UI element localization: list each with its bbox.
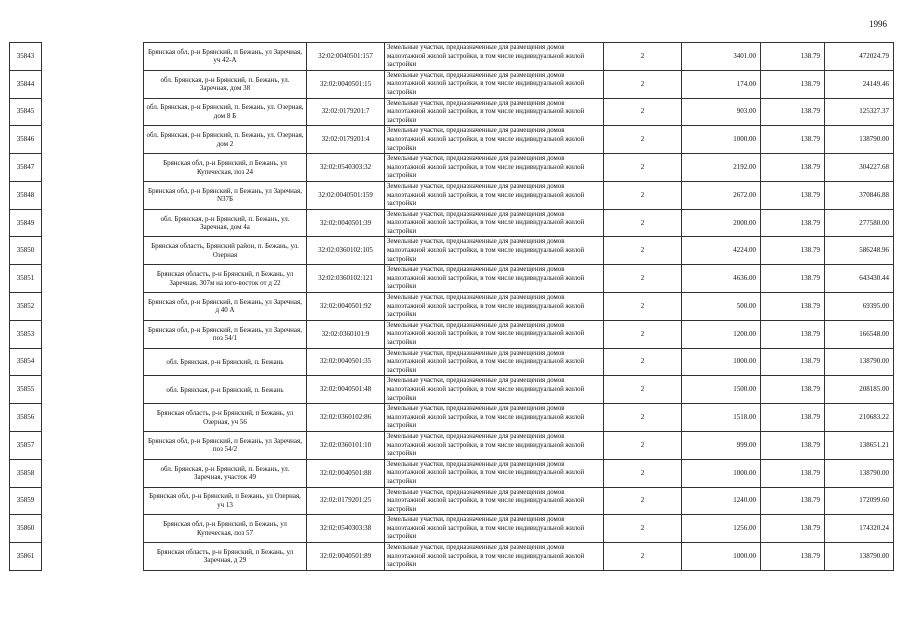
row-id-cell: 35860 <box>10 515 42 543</box>
row-id-cell: 35846 <box>10 126 42 154</box>
table-row <box>10 237 894 265</box>
table-row <box>10 404 894 432</box>
table-row <box>10 154 894 182</box>
gap-cell <box>42 237 144 265</box>
gap-cell <box>42 181 144 209</box>
cadastral-number-cell: 32:02:0040501:35 <box>307 348 385 376</box>
area-cell: 1256.00 <box>682 515 761 543</box>
gap-cell <box>42 265 144 293</box>
gap-cell <box>42 98 144 126</box>
table-row <box>10 43 894 71</box>
area-cell: 1000.00 <box>682 348 761 376</box>
land-use-cell: Земельные участки, предназначенные для размещения домов малоэтажной жилой застройки, в том числе индивидуальной жилой застройки <box>385 209 604 237</box>
cadastral-value-cell: 138790.00 <box>825 459 894 487</box>
land-use-cell: Земельные участки, предназначенные для размещения домов малоэтажной жилой застройки, в том числе индивидуальной жилой застройки <box>385 431 604 459</box>
group-cell: 2 <box>604 181 682 209</box>
cadastral-value-cell: 138790.00 <box>825 543 894 571</box>
cadastral-value-cell: 208185.00 <box>825 376 894 404</box>
row-id-cell: 35856 <box>10 404 42 432</box>
rate-cell: 138.79 <box>761 376 825 404</box>
cadastral-number-cell: 32:02:0540303:32 <box>307 154 385 182</box>
cadastral-number-cell: 32:02:0360101:10 <box>307 431 385 459</box>
table-row <box>10 459 894 487</box>
group-cell: 2 <box>604 515 682 543</box>
area-cell: 1000.00 <box>682 543 761 571</box>
area-cell: 4224.00 <box>682 237 761 265</box>
group-cell: 2 <box>604 265 682 293</box>
cadastral-number-cell: 32:02:0040501:48 <box>307 376 385 404</box>
land-use-cell: Земельные участки, предназначенные для размещения домов малоэтажной жилой застройки, в том числе индивидуальной жилой застройки <box>385 404 604 432</box>
cadastral-value-cell: 138790.00 <box>825 126 894 154</box>
group-cell: 2 <box>604 543 682 571</box>
cadastral-number-cell: 32:02:0540303:38 <box>307 515 385 543</box>
group-cell: 2 <box>604 320 682 348</box>
cadastral-number-cell: 32:02:0040501:92 <box>307 293 385 321</box>
address-cell: Брянская обл, р-н Брянский, п Бежань, ул Заречная, поз 54/2 <box>144 431 307 459</box>
area-cell: 999.00 <box>682 431 761 459</box>
area-cell: 1500.00 <box>682 376 761 404</box>
land-use-cell: Земельные участки, предназначенные для размещения домов малоэтажной жилой застройки, в том числе индивидуальной жилой застройки <box>385 126 604 154</box>
cadastral-value-cell: 166548.00 <box>825 320 894 348</box>
row-id-cell: 35855 <box>10 376 42 404</box>
rate-cell: 138.79 <box>761 98 825 126</box>
address-cell: Брянская обл, р-н Брянский, п Бежань, ул Заречная, уч 42-А <box>144 43 307 71</box>
gap-cell <box>42 487 144 515</box>
cadastral-table <box>9 42 894 571</box>
group-cell: 2 <box>604 43 682 71</box>
area-cell: 1518.00 <box>682 404 761 432</box>
cadastral-number-cell: 32:02:0360102:105 <box>307 237 385 265</box>
land-use-cell: Земельные участки, предназначенные для размещения домов малоэтажной жилой застройки, в том числе индивидуальной жилой застройки <box>385 487 604 515</box>
group-cell: 2 <box>604 209 682 237</box>
row-id-cell: 35857 <box>10 431 42 459</box>
rate-cell: 138.79 <box>761 181 825 209</box>
cadastral-value-cell: 586248.96 <box>825 237 894 265</box>
rate-cell: 138.79 <box>761 404 825 432</box>
cadastral-value-cell: 125327.37 <box>825 98 894 126</box>
area-cell: 3401.00 <box>682 43 761 71</box>
land-use-cell: Земельные участки, предназначенные для размещения домов малоэтажной жилой застройки, в том числе индивидуальной жилой застройки <box>385 515 604 543</box>
row-id-cell: 35851 <box>10 265 42 293</box>
address-cell: Брянская область, Брянский район, п. Бежань, ул. Озерная <box>144 237 307 265</box>
land-use-cell: Земельные участки, предназначенные для размещения домов малоэтажной жилой застройки, в том числе индивидуальной жилой застройки <box>385 348 604 376</box>
address-cell: Брянская обл, р-н Брянский, п Бежань, ул Заречная, N37Б <box>144 181 307 209</box>
cadastral-value-cell: 277580.00 <box>825 209 894 237</box>
address-cell: Брянская обл, р-н Брянский, п Бежань, ул Заречная, поз 54/1 <box>144 320 307 348</box>
group-cell: 2 <box>604 431 682 459</box>
table-row <box>10 487 894 515</box>
rate-cell: 138.79 <box>761 154 825 182</box>
area-cell: 1000.00 <box>682 459 761 487</box>
gap-cell <box>42 459 144 487</box>
land-use-cell: Земельные участки, предназначенные для размещения домов малоэтажной жилой застройки, в том числе индивидуальной жилой застройки <box>385 320 604 348</box>
table-row <box>10 431 894 459</box>
address-cell: обл. Брянская, р-н Брянский, п. Бежань <box>144 348 307 376</box>
row-id-cell: 35844 <box>10 70 42 98</box>
cadastral-value-cell: 138790.00 <box>825 348 894 376</box>
row-id-cell: 35847 <box>10 154 42 182</box>
cadastral-value-cell: 472024.79 <box>825 43 894 71</box>
cadastral-value-cell: 172099.60 <box>825 487 894 515</box>
land-use-cell: Земельные участки, предназначенные для размещения домов малоэтажной жилой застройки, в том числе индивидуальной жилой застройки <box>385 265 604 293</box>
gap-cell <box>42 320 144 348</box>
cadastral-number-cell: 32:02:0179201:25 <box>307 487 385 515</box>
rate-cell: 138.79 <box>761 43 825 71</box>
cadastral-value-cell: 210683.22 <box>825 404 894 432</box>
row-id-cell: 35861 <box>10 543 42 571</box>
rate-cell: 138.79 <box>761 320 825 348</box>
address-cell: Брянская обл, р-н Брянский, п Бежань, ул Заречная, д 40 А <box>144 293 307 321</box>
gap-cell <box>42 126 144 154</box>
cadastral-table-container <box>9 42 894 571</box>
rate-cell: 138.79 <box>761 431 825 459</box>
cadastral-number-cell: 32:02:0040501:88 <box>307 459 385 487</box>
cadastral-number-cell: 32:02:0360101:9 <box>307 320 385 348</box>
group-cell: 2 <box>604 348 682 376</box>
land-use-cell: Земельные участки, предназначенные для размещения домов малоэтажной жилой застройки, в том числе индивидуальной жилой застройки <box>385 154 604 182</box>
gap-cell <box>42 431 144 459</box>
table-row <box>10 293 894 321</box>
land-use-cell: Земельные участки, предназначенные для размещения домов малоэтажной жилой застройки, в том числе индивидуальной жилой застройки <box>385 181 604 209</box>
cadastral-number-cell: 32:02:0040501:15 <box>307 70 385 98</box>
land-use-cell: Земельные участки, предназначенные для размещения домов малоэтажной жилой застройки, в том числе индивидуальной жилой застройки <box>385 376 604 404</box>
page-number: 1996 <box>869 19 887 29</box>
rate-cell: 138.79 <box>761 348 825 376</box>
area-cell: 2000.00 <box>682 209 761 237</box>
address-cell: обл. Брянская, р-н Брянский, п. Бежань, ул. Заречная, дом 4а <box>144 209 307 237</box>
gap-cell <box>42 43 144 71</box>
area-cell: 1000.00 <box>682 126 761 154</box>
land-use-cell: Земельные участки, предназначенные для размещения домов малоэтажной жилой застройки, в том числе индивидуальной жилой застройки <box>385 98 604 126</box>
cadastral-value-cell: 304227.68 <box>825 154 894 182</box>
row-id-cell: 35853 <box>10 320 42 348</box>
row-id-cell: 35845 <box>10 98 42 126</box>
cadastral-value-cell: 643430.44 <box>825 265 894 293</box>
cadastral-number-cell: 32:02:0360102:86 <box>307 404 385 432</box>
area-cell: 500.00 <box>682 293 761 321</box>
rate-cell: 138.79 <box>761 126 825 154</box>
table-row <box>10 265 894 293</box>
group-cell: 2 <box>604 459 682 487</box>
gap-cell <box>42 348 144 376</box>
row-id-cell: 35849 <box>10 209 42 237</box>
cadastral-number-cell: 32:02:0179201:4 <box>307 126 385 154</box>
group-cell: 2 <box>604 376 682 404</box>
address-cell: обл. Брянская, р-н Брянский, п. Бежань, ул. Заречная, участок 49 <box>144 459 307 487</box>
land-use-cell: Земельные участки, предназначенные для размещения домов малоэтажной жилой застройки, в том числе индивидуальной жилой застройки <box>385 43 604 71</box>
table-row <box>10 543 894 571</box>
gap-cell <box>42 543 144 571</box>
rate-cell: 138.79 <box>761 515 825 543</box>
table-row <box>10 348 894 376</box>
gap-cell <box>42 515 144 543</box>
address-cell: обл. Брянская, р-н Брянский, п. Бежань, ул. Озерная, дом 2 <box>144 126 307 154</box>
address-cell: Брянская обл, р-н Брянский, п Бежань, ул Озерная, уч 13 <box>144 487 307 515</box>
gap-cell <box>42 293 144 321</box>
group-cell: 2 <box>604 404 682 432</box>
cadastral-value-cell: 138651.21 <box>825 431 894 459</box>
area-cell: 4636.00 <box>682 265 761 293</box>
rate-cell: 138.79 <box>761 265 825 293</box>
address-cell: Брянская область, р-н Брянский, п Бежань, ул Заречная, 307м на юго-восток от д 22 <box>144 265 307 293</box>
gap-cell <box>42 70 144 98</box>
rate-cell: 138.79 <box>761 70 825 98</box>
land-use-cell: Земельные участки, предназначенные для размещения домов малоэтажной жилой застройки, в том числе индивидуальной жилой застройки <box>385 543 604 571</box>
area-cell: 1200.00 <box>682 320 761 348</box>
row-id-cell: 35843 <box>10 43 42 71</box>
rate-cell: 138.79 <box>761 237 825 265</box>
cadastral-value-cell: 174320.24 <box>825 515 894 543</box>
land-use-cell: Земельные участки, предназначенные для размещения домов малоэтажной жилой застройки, в том числе индивидуальной жилой застройки <box>385 237 604 265</box>
address-cell: обл. Брянская, р-н Брянский, п. Бежань, ул. Заречная, дом 38 <box>144 70 307 98</box>
row-id-cell: 35854 <box>10 348 42 376</box>
land-use-cell: Земельные участки, предназначенные для размещения домов малоэтажной жилой застройки, в том числе индивидуальной жилой застройки <box>385 459 604 487</box>
cadastral-value-cell: 370846.88 <box>825 181 894 209</box>
area-cell: 174.00 <box>682 70 761 98</box>
rate-cell: 138.79 <box>761 459 825 487</box>
group-cell: 2 <box>604 293 682 321</box>
rate-cell: 138.79 <box>761 543 825 571</box>
table-row <box>10 209 894 237</box>
cadastral-number-cell: 32:02:0040501:157 <box>307 43 385 71</box>
table-row <box>10 320 894 348</box>
area-cell: 903.00 <box>682 98 761 126</box>
group-cell: 2 <box>604 98 682 126</box>
table-body <box>10 43 894 571</box>
land-use-cell: Земельные участки, предназначенные для размещения домов малоэтажной жилой застройки, в том числе индивидуальной жилой застройки <box>385 293 604 321</box>
gap-cell <box>42 376 144 404</box>
cadastral-value-cell: 69395.00 <box>825 293 894 321</box>
row-id-cell: 35858 <box>10 459 42 487</box>
area-cell: 2672.00 <box>682 181 761 209</box>
group-cell: 2 <box>604 237 682 265</box>
area-cell: 2192.00 <box>682 154 761 182</box>
table-row <box>10 98 894 126</box>
table-row <box>10 376 894 404</box>
row-id-cell: 35848 <box>10 181 42 209</box>
rate-cell: 138.79 <box>761 487 825 515</box>
cadastral-number-cell: 32:02:0040501:89 <box>307 543 385 571</box>
address-cell: обл. Брянская, р-н Брянский, п. Бежань, ул. Озерная, дом 8 Б <box>144 98 307 126</box>
group-cell: 2 <box>604 70 682 98</box>
row-id-cell: 35852 <box>10 293 42 321</box>
table-row <box>10 181 894 209</box>
group-cell: 2 <box>604 126 682 154</box>
table-row <box>10 515 894 543</box>
cadastral-number-cell: 32:02:0360102:121 <box>307 265 385 293</box>
group-cell: 2 <box>604 487 682 515</box>
group-cell: 2 <box>604 154 682 182</box>
gap-cell <box>42 404 144 432</box>
cadastral-number-cell: 32:02:0040501:39 <box>307 209 385 237</box>
table-row <box>10 126 894 154</box>
table-row <box>10 70 894 98</box>
cadastral-number-cell: 32:02:0040501:159 <box>307 181 385 209</box>
address-cell: обл. Брянская, р-н Брянский, п. Бежань <box>144 376 307 404</box>
rate-cell: 138.79 <box>761 209 825 237</box>
cadastral-number-cell: 32:02:0179201:7 <box>307 98 385 126</box>
land-use-cell: Земельные участки, предназначенные для размещения домов малоэтажной жилой застройки, в том числе индивидуальной жилой застройки <box>385 70 604 98</box>
address-cell: Брянская обл, р-н Брянский, п Бежань, ул Купеческая, поз 57 <box>144 515 307 543</box>
row-id-cell: 35850 <box>10 237 42 265</box>
row-id-cell: 35859 <box>10 487 42 515</box>
area-cell: 1240.00 <box>682 487 761 515</box>
cadastral-value-cell: 24149.46 <box>825 70 894 98</box>
gap-cell <box>42 154 144 182</box>
gap-cell <box>42 209 144 237</box>
address-cell: Брянская обл, р-н Брянский, п Бежань, ул Купеческая, поз 24 <box>144 154 307 182</box>
rate-cell: 138.79 <box>761 293 825 321</box>
address-cell: Брянская область, р-н Брянский, п Бежань, ул Заречная, д 29 <box>144 543 307 571</box>
address-cell: Брянская область, р-н Брянский, п Бежань, ул Озерная, уч 56 <box>144 404 307 432</box>
